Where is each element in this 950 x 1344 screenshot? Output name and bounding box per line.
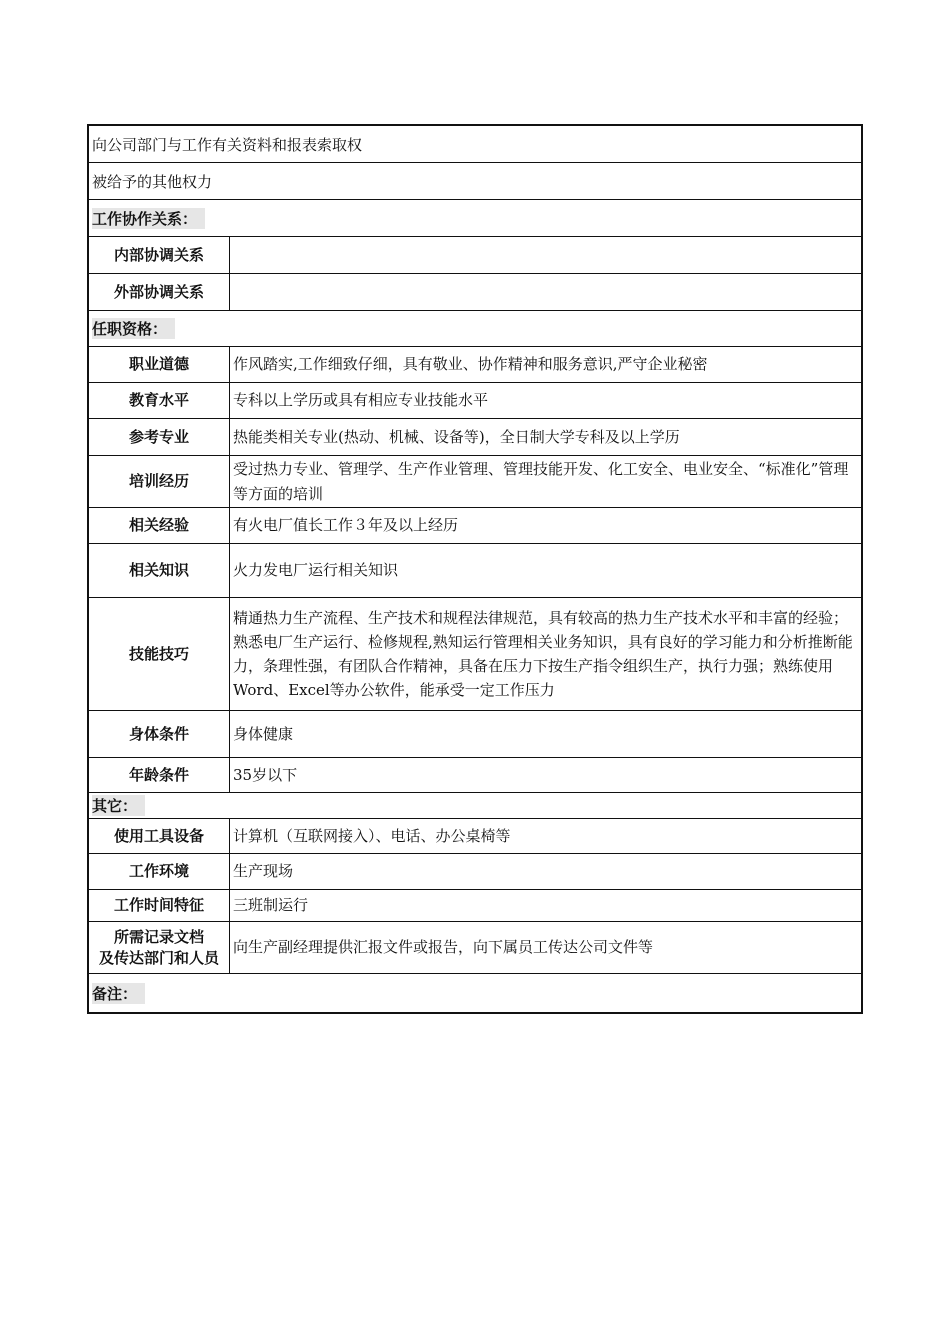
environment-row [89, 854, 861, 890]
work-time-label: 工作时间特征 [89, 890, 230, 921]
other-heading: 其它： [92, 795, 145, 816]
internal-coordination-label: 内部协调关系 [89, 237, 230, 273]
health-label: 身体条件 [89, 711, 230, 757]
knowledge-row [89, 544, 861, 598]
rights-item-1: 向公司部门与工作有关资料和报表索取权 [92, 135, 363, 154]
education-value: 专科以上学历或具有相应专业技能水平 [233, 391, 489, 409]
training-label: 培训经历 [89, 456, 230, 507]
ethics-value: 作风踏实,工作细致仔细，具有敬业、协作精神和服务意识,严守企业秘密 [233, 355, 708, 373]
training-row [89, 456, 861, 508]
major-label: 参考专业 [89, 419, 230, 455]
experience-value: 有火电厂值长工作３年及以上经历 [233, 516, 459, 534]
rights-row-1 [89, 126, 861, 163]
documents-label-line-1: 所需记录文档 [113, 927, 204, 946]
ethics-row [89, 347, 861, 383]
documents-row [89, 922, 861, 974]
skills-label: 技能技巧 [89, 598, 230, 710]
collaboration-section-header [89, 200, 861, 237]
notes-section-header [89, 974, 861, 1012]
experience-row [89, 508, 861, 544]
qualifications-heading: 任职资格： [92, 318, 175, 339]
environment-value: 生产现场 [233, 862, 294, 880]
documents-label-line-2: 及传达部门和人员 [98, 948, 219, 967]
skills-row [89, 598, 861, 711]
documents-label [89, 922, 230, 973]
external-coordination-row [89, 274, 861, 311]
training-value: 受过热力专业、管理学、生产作业管理、管理技能开发、化工安全、电业安全、“标准化”管理等方面的培训 [233, 459, 849, 503]
job-description-table [87, 124, 863, 1014]
ethics-label: 职业道德 [89, 347, 230, 382]
collaboration-heading: 工作协作关系： [92, 208, 205, 229]
age-row [89, 758, 861, 793]
work-time-value: 三班制运行 [233, 896, 309, 914]
major-value: 热能类相关专业(热动、机械、设备等)，全日制大学专科及以上学历 [233, 427, 680, 446]
external-coordination-value [230, 274, 861, 310]
age-label: 年龄条件 [89, 758, 230, 792]
health-value: 身体健康 [233, 724, 294, 743]
rights-row-2 [89, 163, 861, 200]
health-row [89, 711, 861, 758]
rights-item-2: 被给予的其他权力 [92, 172, 213, 191]
notes-heading: 备注： [92, 983, 145, 1004]
internal-coordination-row [89, 237, 861, 274]
education-label: 教育水平 [89, 383, 230, 418]
knowledge-value: 火力发电厂运行相关知识 [233, 561, 399, 579]
internal-coordination-value [230, 237, 861, 273]
experience-label: 相关经验 [89, 508, 230, 543]
skills-value: 精通热力生产流程、生产技术和规程法律规范，具有较高的热力生产技术水平和丰富的经验；熟悉电厂生产运行、检修规程,熟知运行管理相关业务知识，具有良好的学习能力和分析推断能力，条理性强，有团队合作精神，具备在压力下按生产指令组织生产，执行力强；熟练使用Word、Excel等办公软件，能承受一定工作压力 [233, 609, 853, 699]
tools-row [89, 819, 861, 854]
environment-label: 工作环境 [89, 854, 230, 889]
tools-value: 计算机（互联网接入）、电话、办公桌椅等 [233, 826, 511, 845]
documents-value: 向生产副经理提供汇报文件或报告，向下属员工传达公司文件等 [233, 938, 654, 956]
knowledge-label: 相关知识 [89, 544, 230, 597]
age-value: 35岁以下 [233, 765, 298, 784]
other-section-header [89, 793, 861, 819]
education-row [89, 383, 861, 419]
work-time-row [89, 890, 861, 922]
qualifications-section-header [89, 311, 861, 347]
major-row [89, 419, 861, 456]
tools-label: 使用工具设备 [89, 819, 230, 853]
external-coordination-label: 外部协调关系 [89, 274, 230, 310]
